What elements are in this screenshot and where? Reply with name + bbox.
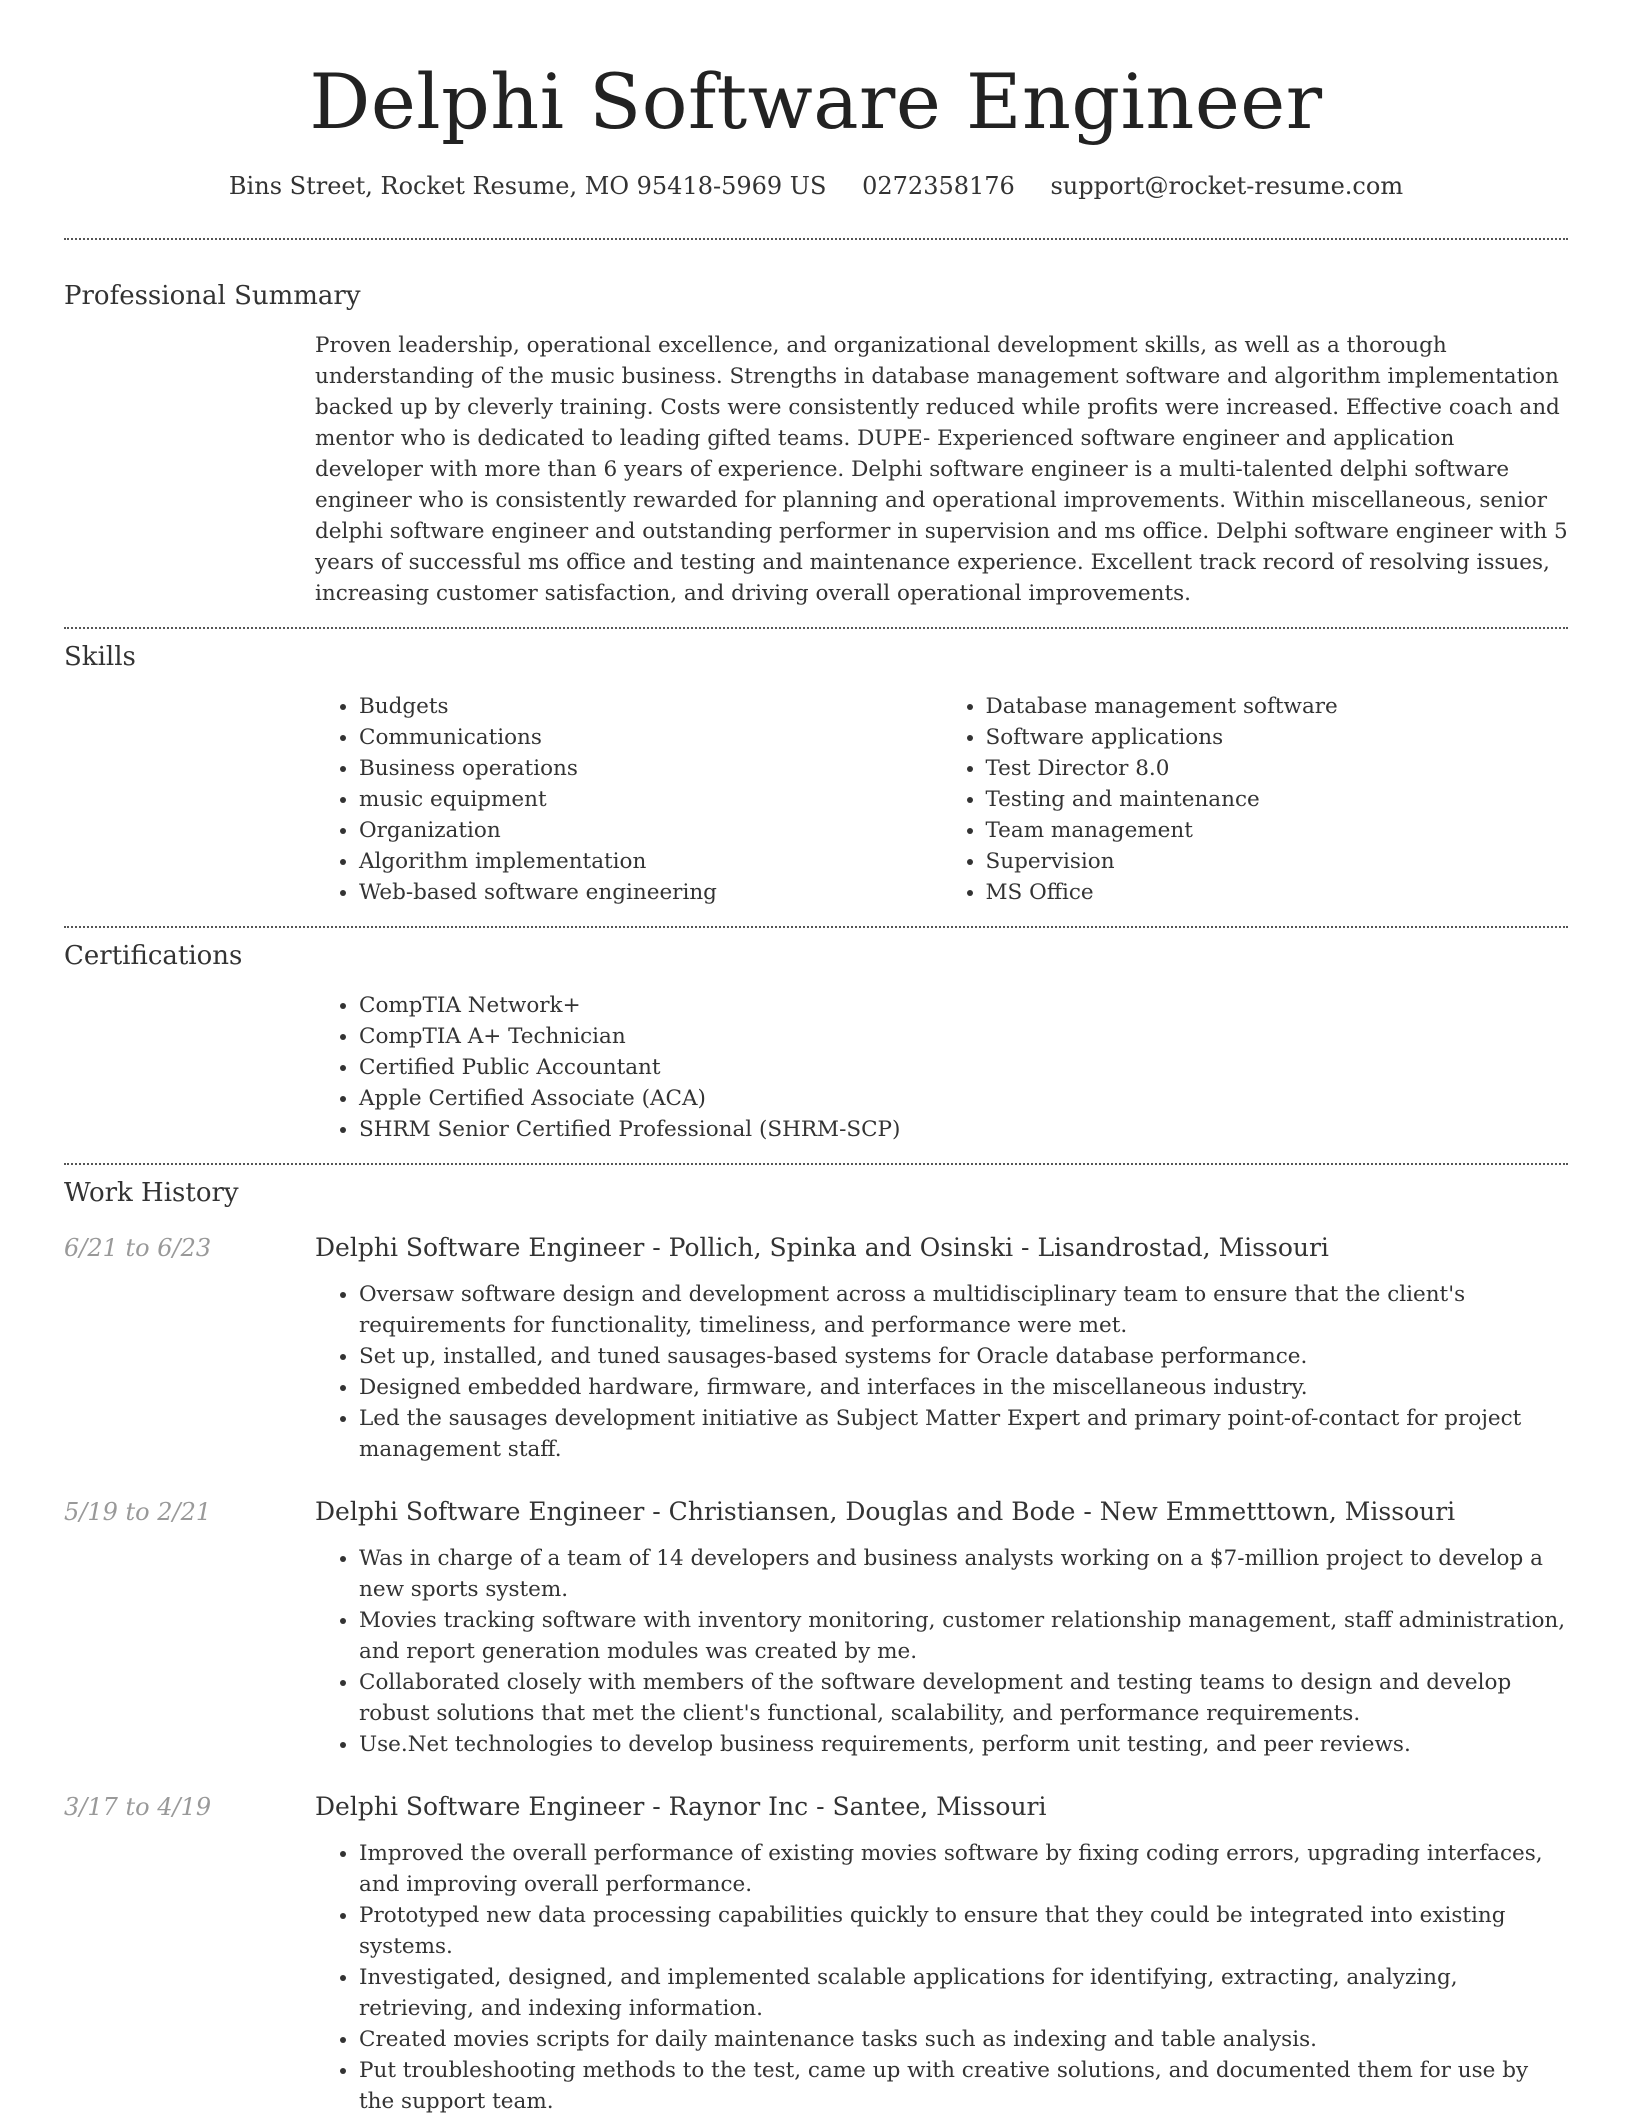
skill-item: • Communications xyxy=(359,722,942,753)
job-details xyxy=(315,1790,1568,2117)
job-title: Delphi Software Engineer - Pollich, Spinka and Osinski - Lisandrostad, Missouri xyxy=(315,1233,1329,1262)
skills-grid xyxy=(315,691,1568,908)
job-dates: 5/19 to 2/21 xyxy=(64,1498,212,1526)
job-bullet: • Was in charge of a team of 14 developers and business analysts working on a $7-million project to develop a new sports system. xyxy=(359,1543,1568,1605)
job-entry xyxy=(64,1231,1568,1465)
job-bullet: • Movies tracking software with inventory monitoring, customer relationship management, staff administration, and report generation modules was created by me. xyxy=(359,1605,1568,1667)
skill-item: • Database management software xyxy=(986,691,1569,722)
contact-line xyxy=(64,170,1568,202)
section-title-skills: Skills xyxy=(64,642,136,672)
skill-item: • Test Director 8.0 xyxy=(986,753,1569,784)
certifications-body xyxy=(315,990,1568,1145)
certification-item: • Certified Public Accountant xyxy=(359,1052,1568,1083)
skill-item: • Algorithm implementation xyxy=(359,846,942,877)
certification-item: • Apple Certified Associate (ACA) xyxy=(359,1083,1568,1114)
skill-item: • Supervision xyxy=(986,846,1569,877)
skill-item: • Organization xyxy=(359,815,942,846)
job-title: Delphi Software Engineer - Christiansen, Douglas and Bode - New Emmetttown, Missouri xyxy=(315,1497,1456,1526)
contact-phone: 0272358176 xyxy=(862,172,1015,200)
summary-section xyxy=(64,240,1568,609)
skill-item: • Testing and maintenance xyxy=(986,784,1569,815)
skills-list-right xyxy=(942,691,1569,908)
summary-text: Proven leadership, operational excellence, and organizational development skills, as well as a thorough understanding of the music business. Strengths in database management software and algorithm implementation backed up by cleverly training. Costs were consistently reduced while profits were increased. Effective coach and mentor who is dedicated to leading gifted teams. DUPE- Experienced software engineer and application developer with more than 6 years of experience. Delphi software engineer is a multi-talented delphi software engineer who is consistently rewarded for planning and operational improvements. Within miscellaneous, senior delphi software engineer and outstanding performer in supervision and ms office. Delphi software engineer with 5 years of successful ms office and testing and maintenance experience. Excellent track record of resolving issues, increasing customer satisfaction, and driving overall operational improvements. xyxy=(315,333,1568,606)
job-bullet: • Put troubleshooting methods to the test, came up with creative solutions, and documented them for use by the support team. xyxy=(359,2055,1568,2117)
job-bullet: • Improved the overall performance of existing movies software by fixing coding errors, upgrading interfaces, and improving overall performance. xyxy=(359,1838,1568,1900)
skill-item: • Budgets xyxy=(359,691,942,722)
skill-item: • Team management xyxy=(986,815,1569,846)
job-bullet: • Collaborated closely with members of the software development and testing teams to design and develop robust solutions that met the client's functional, scalability, and performance requirements. xyxy=(359,1667,1568,1729)
job-bullet: • Oversaw software design and development across a multidisciplinary team to ensure that the client's requirements for functionality, timeliness, and performance were met. xyxy=(359,1279,1568,1341)
certification-item: • SHRM Senior Certified Professional (SHRM-SCP) xyxy=(359,1114,1568,1145)
certifications-list xyxy=(315,990,1568,1145)
job-entry xyxy=(64,1495,1568,1760)
section-title-work-history: Work History xyxy=(64,1178,239,1208)
section-title-certifications: Certifications xyxy=(64,941,243,971)
job-bullet: • Investigated, designed, and implemented scalable applications for identifying, extracting, analyzing, retrieving, and indexing information. xyxy=(359,1962,1568,2024)
skill-item: • Business operations xyxy=(359,753,942,784)
resume-name: Delphi Software Engineer xyxy=(309,57,1323,146)
job-bullet: • Set up, installed, and tuned sausages-based systems for Oracle database performance. xyxy=(359,1341,1568,1372)
job-bullet: • Led the sausages development initiative as Subject Matter Expert and primary point-of-contact for project management staff. xyxy=(359,1403,1568,1465)
section-title-summary: Professional Summary xyxy=(64,281,361,311)
job-bullet: • Use.Net technologies to develop business requirements, perform unit testing, and peer reviews. xyxy=(359,1729,1568,1760)
skill-item: • MS Office xyxy=(986,877,1569,908)
job-entry xyxy=(64,1790,1568,2117)
job-dates: 3/17 to 4/19 xyxy=(64,1793,212,1821)
job-bullets xyxy=(315,1838,1568,2117)
job-dates: 6/21 to 6/23 xyxy=(64,1234,212,1262)
job-bullet: • Created movies scripts for daily maintenance tasks such as indexing and table analysis. xyxy=(359,2024,1568,2055)
job-bullets xyxy=(315,1543,1568,1760)
summary-body xyxy=(315,330,1568,609)
certification-item: • CompTIA Network+ xyxy=(359,990,1568,1021)
skill-item: • Web-based software engineering xyxy=(359,877,942,908)
job-bullet: • Designed embedded hardware, firmware, and interfaces in the miscellaneous industry. xyxy=(359,1372,1568,1403)
certification-item: • CompTIA A+ Technician xyxy=(359,1021,1568,1052)
certifications-section xyxy=(64,928,1568,1145)
job-bullet: • Prototyped new data processing capabilities quickly to ensure that they could be integrated into existing systems. xyxy=(359,1900,1568,1962)
skill-item: • music equipment xyxy=(359,784,942,815)
contact-address: Bins Street, Rocket Resume, MO 95418-5969 US xyxy=(228,172,827,200)
job-details xyxy=(315,1495,1568,1760)
skills-list-left xyxy=(315,691,942,908)
work-history-section xyxy=(64,1165,1568,2117)
job-bullets xyxy=(315,1279,1568,1465)
skill-item: • Software applications xyxy=(986,722,1569,753)
contact-email: support@rocket-resume.com xyxy=(1050,172,1404,200)
job-details xyxy=(315,1231,1568,1465)
job-title: Delphi Software Engineer - Raynor Inc - Santee, Missouri xyxy=(315,1792,1047,1821)
skills-section xyxy=(64,629,1568,908)
